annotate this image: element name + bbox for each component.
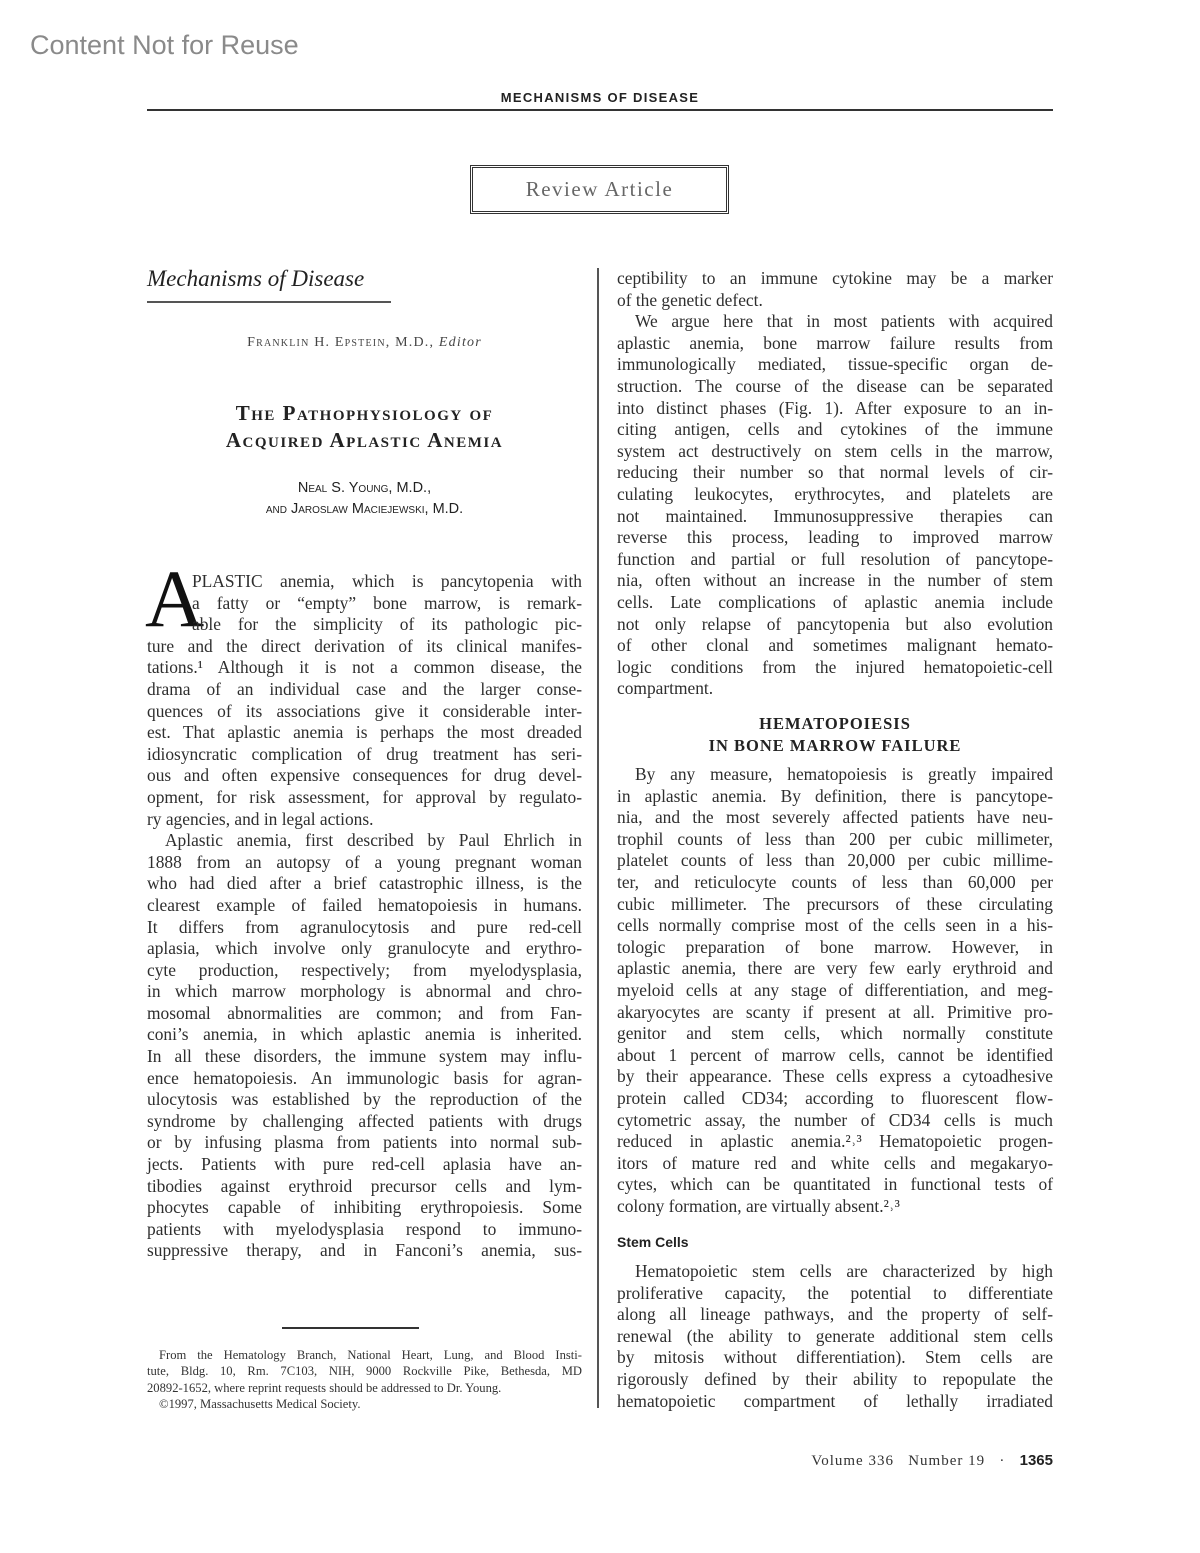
- text-line: compartment.: [617, 678, 714, 699]
- text-line: protein called CD34; according to fluorescent flow-: [617, 1087, 1053, 1108]
- text-line: mosomal abnormalities are common; and from Fan-: [147, 1002, 582, 1023]
- footer-separator: ·: [999, 1453, 1006, 1469]
- watermark: Content Not for Reuse: [30, 30, 299, 60]
- text-line: In all these disorders, the immune system may influ-: [147, 1046, 582, 1067]
- text-line: by mitosis without differentiation). Stem cells are: [617, 1347, 1053, 1368]
- text-line: genitor and stem cells, which normally constitute: [617, 1023, 1053, 1044]
- text-line: hematopoietic compartment of lethally irradiated: [617, 1390, 1053, 1411]
- text-line: idiosyncratic complication of drug treatment has seri-: [147, 743, 582, 764]
- text-line: cyte production, respectively; from myelodysplasia,: [147, 959, 582, 980]
- text-line: cytes, which can be quantitated in functional tests of: [617, 1174, 1053, 1195]
- text-line: aplastic anemia, bone marrow failure results from: [617, 332, 1053, 353]
- footnote-line: From the Hematology Branch, National Heart, Lung, and Blood Insti-: [159, 1348, 582, 1362]
- text-line: It differs from agranulocytosis and pure red-cell: [147, 916, 582, 937]
- text-line: tibodies against erythroid precursor cells and lym-: [147, 1175, 582, 1196]
- text-line: reduced in aplastic anemia.²˒³ Hematopoietic progen-: [617, 1131, 1053, 1152]
- title-line: The Pathophysiology of: [235, 401, 494, 425]
- text-line: suppressive therapy, and in Fanconi’s anemia, sus-: [147, 1240, 582, 1261]
- text-line: in aplastic anemia. By definition, there is pancytope-: [617, 785, 1053, 806]
- text-line: 1888 from an autopsy of a young pregnant woman: [147, 851, 582, 872]
- running-head: MECHANISMS OF DISEASE: [500, 90, 700, 105]
- text-line: function and partial or full resolution of pancytope-: [617, 548, 1053, 569]
- text-line: PLASTIC anemia, which is pancytopenia with: [192, 571, 582, 591]
- text-line: platelet counts of less than 20,000 per cubic millime-: [617, 850, 1053, 871]
- text-line: ous and often expensive consequences for drug devel-: [147, 765, 582, 786]
- text-line: Hematopoietic stem cells are characterized by high: [635, 1261, 1053, 1281]
- issue-number: Number 19: [908, 1453, 986, 1469]
- text-line: reverse this process, leading to improved marrow: [617, 527, 1053, 548]
- text-line: who had died after a brief catastrophic illness, is the: [147, 873, 582, 894]
- text-line: quences of its associations give it considerable inter-: [147, 700, 582, 721]
- right-column-hematopoiesis: [617, 764, 1053, 1217]
- text-line: immunologically mediated, tissue-specific organ de-: [617, 354, 1053, 375]
- text-line: ceptibility to an immune cytokine may be a marker: [617, 268, 1053, 288]
- text-line: ulocytosis was established by the reproduction of the: [147, 1089, 582, 1110]
- drop-cap: A: [145, 553, 205, 644]
- section-rule: [147, 301, 391, 303]
- authors: [147, 478, 582, 520]
- author-line: and Jaroslaw Maciejewski, M.D.: [265, 501, 464, 517]
- text-line: about 1 percent of marrow cells, cannot be identified: [617, 1044, 1053, 1065]
- text-line: culating leukocytes, erythrocytes, and platelets are: [617, 483, 1053, 504]
- text-line: trophil counts of less than 200 per cubic millimeter,: [617, 828, 1053, 849]
- text-line: by their appearance. These cells express a cytoadhesive: [617, 1066, 1053, 1087]
- editor-line: [147, 335, 582, 351]
- text-line: ry agencies, and in legal actions.: [147, 808, 374, 829]
- text-line: reducing their number so that normal levels of cir-: [617, 462, 1053, 483]
- editor-role: Editor: [438, 335, 482, 350]
- page-footer: [811, 1452, 1053, 1470]
- section-heading: [617, 713, 1053, 757]
- text-line: proliferative capacity, the potential to differentiate: [617, 1282, 1053, 1303]
- text-line: of other clonal and sometimes malignant hemato-: [617, 635, 1053, 656]
- text-line: tations.¹ Although it is not a common disease, the: [147, 657, 582, 678]
- header-rule: [147, 109, 1053, 111]
- text-line: cells. Late complications of aplastic anemia include: [617, 591, 1053, 612]
- text-line: struction. The course of the disease can be separated: [617, 375, 1053, 396]
- text-line: nia, often without an increase in the number of stem: [617, 570, 1053, 591]
- text-line: in which marrow morphology is abnormal and chro-: [147, 981, 582, 1002]
- text-line: along all lineage pathways, and the property of self-: [617, 1304, 1053, 1325]
- article-type-box: [470, 165, 729, 214]
- text-line: citing antigen, cells and cytokines of the immune: [617, 419, 1053, 440]
- text-line: a fatty or “empty” bone marrow, is remark-: [192, 592, 582, 613]
- text-line: drama of an individual case and the larger conse-: [147, 678, 582, 699]
- section-title: Mechanisms of Disease: [147, 266, 365, 291]
- text-line: Aplastic anemia, first described by Paul Ehrlich in: [165, 830, 582, 851]
- text-line: able for the simplicity of its pathologic pic-: [192, 614, 582, 635]
- text-line: cells normally comprise most of the cells seen in a his-: [617, 915, 1053, 936]
- article-type: Review Article: [525, 177, 674, 201]
- right-column-intro: [617, 268, 1053, 700]
- text-line: myeloid cells at any stage of differentiation, and meg-: [617, 979, 1053, 1000]
- text-line: colony formation, are virtually absent.²˒³: [617, 1195, 900, 1216]
- volume: Volume 336: [811, 1453, 894, 1469]
- footnote: [147, 1347, 582, 1412]
- subheading-stem-cells: Stem Cells: [617, 1234, 689, 1250]
- text-line: of the genetic defect.: [617, 289, 763, 310]
- text-line: cytometric assay, the number of CD34 cells is much: [617, 1109, 1053, 1130]
- text-line: patients with myelodysplasia respond to immuno-: [147, 1218, 582, 1239]
- text-line: By any measure, hematopoiesis is greatly impaired: [635, 764, 1053, 784]
- text-line: aplastic anemia, there are very few early erythroid and: [617, 958, 1053, 979]
- text-line: opment, for risk assessment, for approval by regulato-: [147, 786, 582, 807]
- text-line: jects. Patients with pure red-cell aplasia have an-: [147, 1154, 582, 1175]
- editor-name: Franklin H. Epstein, M.D.,: [247, 335, 435, 350]
- author-line: Neal S. Young, M.D.,: [297, 480, 432, 496]
- right-column-stem-cells: [617, 1261, 1053, 1412]
- footnote-rule: [282, 1327, 419, 1329]
- page-number: 1365: [1019, 1452, 1053, 1469]
- text-line: rigorously defined by their ability to repopulate the: [617, 1368, 1053, 1389]
- left-column-body: [147, 571, 582, 1262]
- heading-line: IN BONE MARROW FAILURE: [708, 736, 962, 755]
- text-line: not only relapse of pancytopenia but also evolution: [617, 613, 1053, 634]
- title-line: Acquired Aplastic Anemia: [225, 428, 504, 452]
- text-line: logic conditions from the injured hematopoietic-cell: [617, 656, 1053, 677]
- text-line: est. That aplastic anemia is perhaps the most dreaded: [147, 722, 582, 743]
- text-line: We argue here that in most patients with acquired: [635, 311, 1053, 332]
- text-line: tologic preparation of bone marrow. However, in: [617, 936, 1053, 957]
- article-title: [147, 400, 582, 454]
- column-divider: [597, 268, 599, 1408]
- text-line: into distinct phases (Fig. 1). After exposure to an in-: [617, 397, 1053, 418]
- footnote-line: ©1997, Massachusetts Medical Society.: [159, 1396, 361, 1411]
- text-line: aplasia, which involve only granulocyte and erythro-: [147, 938, 582, 959]
- footnote-line: tute, Bldg. 10, Rm. 7C103, NIH, 9000 Rockville Pike, Bethesda, MD: [147, 1364, 582, 1379]
- text-line: clearest example of failed hematopoiesis in humans.: [147, 894, 582, 915]
- text-line: system act destructively on stem cells in the marrow,: [617, 440, 1053, 461]
- text-line: itors of mature red and white cells and megakaryo-: [617, 1152, 1053, 1173]
- text-line: nia, and the most severely affected patients have neu-: [617, 807, 1053, 828]
- text-line: or by infusing plasma from patients into normal sub-: [147, 1132, 582, 1153]
- text-line: phocytes capable of inhibiting erythropoiesis. Some: [147, 1197, 582, 1218]
- text-line: ter, and reticulocyte counts of less than 60,000 per: [617, 871, 1053, 892]
- text-line: akaryocytes are scanty if present at all. Primitive pro-: [617, 1001, 1053, 1022]
- text-line: ture and the direct derivation of its clinical manifes-: [147, 635, 582, 656]
- text-line: syndrome by challenging affected patients with drugs: [147, 1110, 582, 1131]
- text-line: not maintained. Immunosuppressive therapies can: [617, 505, 1053, 526]
- text-line: ence hematopoiesis. An immunologic basis for agran-: [147, 1067, 582, 1088]
- heading-line: HEMATOPOIESIS: [759, 714, 911, 733]
- text-line: cubic millimeter. The precursors of these circulating: [617, 893, 1053, 914]
- text-line: renewal (the ability to generate additional stem cells: [617, 1325, 1053, 1346]
- text-line: coni’s anemia, in which aplastic anemia is inherited.: [147, 1024, 582, 1045]
- footnote-line: 20892-1652, where reprint requests should be addressed to Dr. Young.: [147, 1380, 502, 1395]
